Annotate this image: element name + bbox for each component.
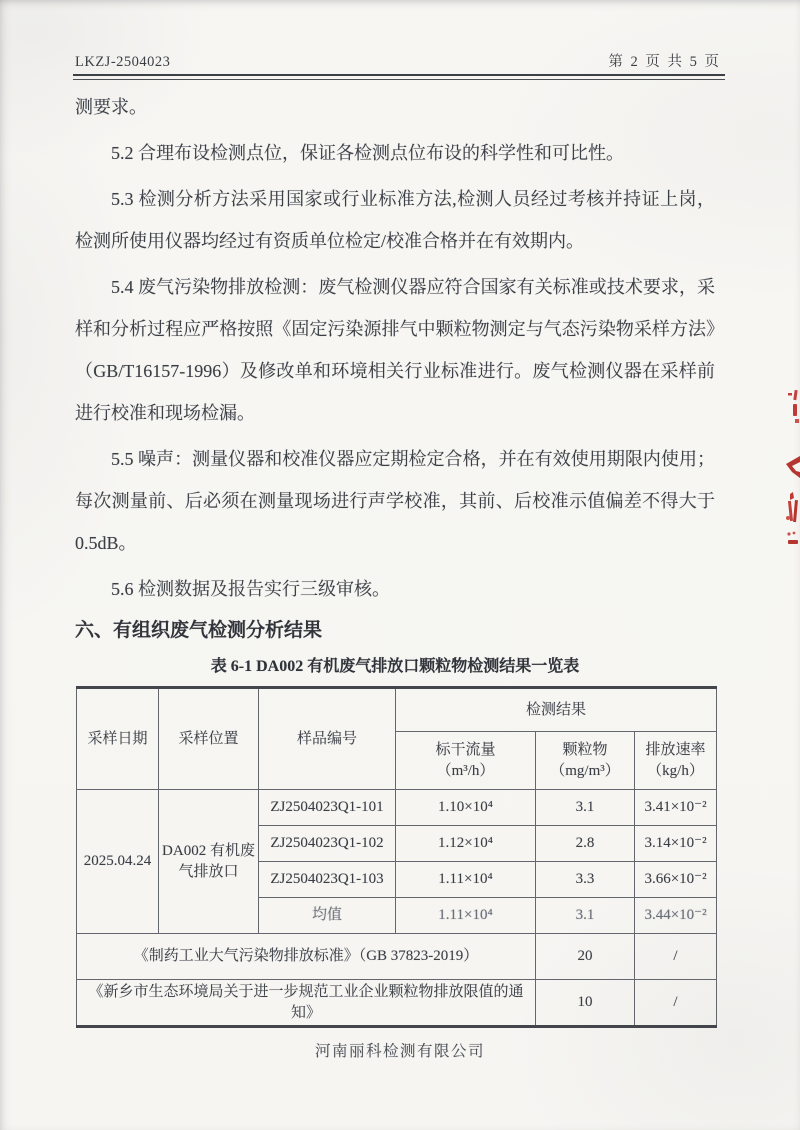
stamp-fragment-icon [784, 492, 800, 526]
cell-standard-rate-limit: / [635, 934, 717, 980]
paragraph-5-2: 5.2 合理布设检测点位，保证各检测点位布设的科学性和可比性。 [111, 143, 624, 163]
cell-sample-date: 2025.04.24 [77, 790, 159, 934]
header-cell-location: 采样位置 [159, 688, 259, 790]
header-cell-sample: 样品编号 [259, 688, 396, 790]
cell-standard-name: 《新乡市生态环境局关于进一步规范工业企业颗粒物排放限值的通知》 [77, 980, 536, 1027]
paragraph-5-6: 5.6 检测数据及报告实行三级审核。 [111, 579, 390, 599]
rate-unit: （kg/h） [647, 762, 704, 779]
standard-row [77, 934, 717, 980]
flow-label: 标干流量 [435, 741, 496, 758]
cell-sample-id: 均值 [259, 898, 396, 934]
header-cell-result-group: 检测结果 [396, 688, 717, 732]
paragraph-continuation: 测要求。 [75, 97, 147, 117]
page-header [75, 50, 721, 71]
cell-flow: 1.12×10⁴ [396, 826, 536, 862]
paragraph-5-5: 5.5 噪声：测量仪器和校准仪器应定期检定合格，并在有效使用期限内使用；每次测量前、后必须在测量现场进行声学校准，其前、后校准示值偏差不得大于 0.5dB。 [75, 449, 715, 553]
rate-label: 排放速率 [645, 741, 706, 758]
cell-rate: 3.41×10⁻² [635, 790, 717, 826]
report-number: LKZJ-2504023 [75, 54, 171, 70]
table-row [77, 790, 717, 826]
cell-sample-location: DA002 有机废气排放口 [159, 790, 259, 934]
header-cell-flow [396, 732, 536, 790]
cell-rate: 3.66×10⁻² [635, 862, 717, 898]
header-rule [73, 74, 725, 80]
footer-company: 河南丽科检测有限公司 [314, 1043, 485, 1060]
cell-flow: 1.10×10⁴ [396, 790, 536, 826]
results-table [76, 686, 717, 1028]
flow-unit: （m³/h） [436, 762, 495, 779]
header-cell-pm [536, 732, 635, 790]
cell-pm: 2.8 [536, 826, 635, 862]
cell-standard-pm-limit: 10 [536, 980, 635, 1027]
cell-standard-rate-limit: / [635, 980, 717, 1027]
cell-standard-pm-limit: 20 [536, 934, 635, 980]
table-title: 表 6-1 DA002 有机废气排放口颗粒物检测结果一览表 [210, 658, 580, 675]
cell-pm: 3.1 [536, 898, 635, 934]
header-cell-rate [635, 732, 717, 790]
cell-rate: 3.44×10⁻² [635, 898, 717, 934]
pm-unit: （mg/m³） [550, 762, 620, 779]
header-cell-date: 采样日期 [77, 688, 159, 790]
table-header-row-group [77, 688, 717, 732]
pm-label: 颗粒物 [562, 741, 608, 758]
cell-rate: 3.14×10⁻² [635, 826, 717, 862]
stamp-fragment-icon [782, 456, 800, 490]
stamp-fragment-icon [784, 388, 800, 428]
standard-row [77, 980, 717, 1027]
cell-flow: 1.11×10⁴ [396, 862, 536, 898]
paragraph-5-4: 5.4 废气污染物排放检测：废气检测仪器应符合国家有关标准或技术要求，采样和分析过程应严格按照《固定污染源排气中颗粒物测定与气态污染物采样方法》（GB/T16157-1996）及修改单和环境相关行业标准进行。废气检测仪器在采样前进行校准和现场检漏。 [75, 277, 715, 423]
cell-pm: 3.3 [536, 862, 635, 898]
document-body [75, 86, 715, 1028]
cell-pm: 3.1 [536, 790, 635, 826]
stamp-fragments [782, 388, 800, 553]
section-heading: 六、有组织废气检测分析结果 [75, 620, 323, 641]
stamp-fragment-icon [784, 528, 800, 552]
cell-standard-name: 《制药工业大气污染物排放标准》（GB 37823-2019） [77, 934, 536, 980]
cell-sample-id: ZJ2504023Q1-103 [259, 862, 396, 898]
cell-sample-id: ZJ2504023Q1-102 [259, 826, 396, 862]
page-number: 第 2 页 共 5 页 [608, 54, 721, 70]
paragraph-5-3: 5.3 检测分析方法采用国家或行业标准方法,检测人员经过考核并持证上岗，检测所使用仪器均经过有资质单位检定/校准合格并在有效期内。 [75, 189, 715, 251]
cell-sample-id: ZJ2504023Q1-101 [259, 790, 396, 826]
cell-flow: 1.11×10⁴ [396, 898, 536, 934]
